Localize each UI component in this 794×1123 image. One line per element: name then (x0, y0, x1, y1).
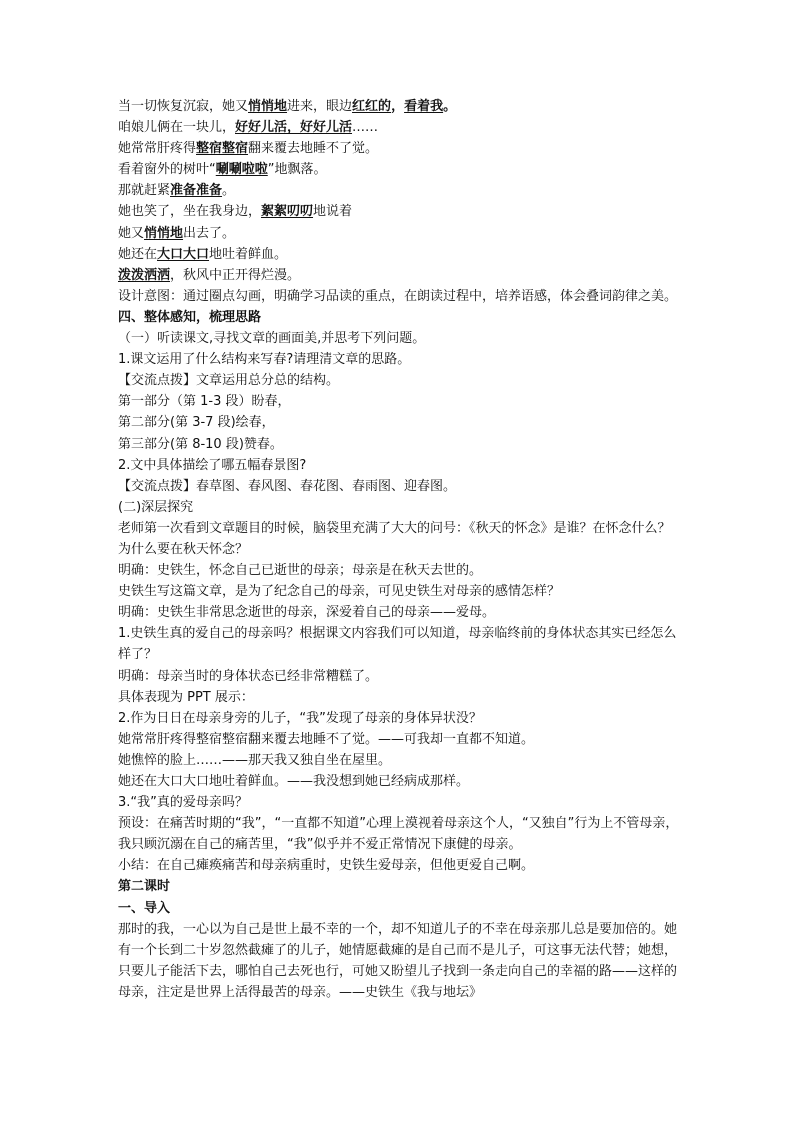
text-line (118, 96, 683, 117)
text-segment: 地说着 (313, 204, 353, 220)
text-segment: 明确：母亲当时的身体状态已经非常糟糕了。 (118, 668, 379, 684)
text-segment: 史铁生写这篇文章，是为了纪念自己的母亲，可见史铁生对母亲的感情怎样？ (118, 584, 561, 600)
text-line (118, 117, 683, 138)
text-line (118, 434, 683, 455)
text-line (118, 919, 683, 1003)
text-line (118, 602, 683, 623)
text-line (118, 138, 683, 159)
text-segment: ，秋风中正开得烂漫。 (170, 267, 301, 283)
text-segment: 进来，眼边 (287, 99, 353, 114)
text-segment: 。 (222, 183, 236, 199)
text-line (118, 708, 683, 729)
highlighted-phrase: 悄悄地 (144, 225, 184, 241)
text-line (118, 518, 683, 560)
text-line (118, 729, 683, 750)
text-line (118, 265, 683, 286)
text-segment: 咱娘儿俩在一块儿， (118, 120, 236, 136)
text-segment: 出去了。 (183, 225, 236, 241)
text-segment: 四、整体感知，梳理思路 (118, 309, 262, 325)
highlighted-phrase: 红红的 (352, 99, 392, 114)
text-segment: (二)深层探究 (118, 499, 194, 515)
text-segment: 翻来覆去地睡不了觉。 (248, 141, 379, 157)
text-segment: 。 (443, 99, 457, 114)
text-line (118, 307, 683, 328)
text-line (118, 223, 683, 244)
highlighted-phrase: 悄悄地 (248, 99, 288, 114)
text-line (118, 792, 683, 813)
text-segment: 那就赶紧 (118, 183, 171, 199)
text-line (118, 286, 683, 307)
text-segment: 设计意图：通过圈点勾画，明确学习品读的重点，在朗读过程中，培养语感，体会叠词韵律之美。 (118, 288, 678, 304)
text-segment: 第二课时 (118, 879, 171, 895)
text-segment: 1.史铁生真的爱自己的母亲吗？根据课文内容我们可以知道，母亲临终前的身体状态其实已经怎么样了？ (118, 626, 677, 663)
text-line (118, 497, 683, 518)
highlighted-phrase: 准备准备 (170, 183, 223, 199)
text-segment: 看着窗外的树叶“ (118, 162, 216, 178)
text-segment: 她常常肝疼得 (118, 141, 197, 157)
text-line (118, 328, 683, 349)
text-line (118, 560, 683, 581)
highlighted-phrase: 好好儿活，好好儿活 (235, 120, 353, 136)
text-line (118, 666, 683, 687)
highlighted-phrase: 泼泼洒洒 (118, 267, 171, 283)
text-segment: （一）听读课文,寻找文章的画面美,并思考下列问题。 (118, 331, 426, 347)
text-segment: 【交流点拨】文章运用总分总的结构。 (118, 373, 340, 389)
text-segment: 【交流点拨】春草图、春风图、春花图、春雨图、迎春图。 (118, 478, 457, 494)
text-segment: 明确：史铁生，怀念自己已逝世的母亲；母亲是在秋天去世的。 (118, 563, 483, 579)
highlighted-phrase: 整宿整宿 (196, 141, 249, 157)
text-segment: 她还在大口大口地吐着鲜血。——我没想到她已经病成那样。 (118, 774, 470, 789)
highlighted-phrase: 唰唰啦啦 (215, 162, 268, 178)
text-segment: 具体表现为 PPT 展示： (118, 689, 254, 705)
text-segment: 一、导入 (118, 900, 171, 916)
text-segment: 她也笑了，坐在我身边， (118, 204, 262, 220)
text-line (118, 455, 683, 476)
text-segment: …… (352, 120, 379, 136)
text-segment: ， (391, 99, 405, 114)
text-segment: 1.课文运用了什么结构来写春?请理清文章的思路。 (118, 352, 411, 368)
text-line (118, 813, 683, 855)
text-segment: 预设：在痛苦时期的“我”，“一直都不知道”心理上漠视着母亲这个人，“又独自”行为上不管母亲，我只顾沉溺在自己的痛苦里，“我”似乎并不爱正常情况下康健的母亲。 (118, 816, 679, 853)
text-segment: 2.文中具体描绘了哪五幅春景图? (118, 457, 307, 473)
text-line (118, 771, 683, 792)
text-line (118, 581, 683, 602)
document-page (118, 96, 683, 1003)
text-segment: 她憔悴的脸上……——那天我又独自坐在屋里。 (118, 752, 392, 768)
text-segment: 第一部分（第 1-3 段）盼春， (118, 394, 291, 410)
text-segment: 第三部分(第 8-10 段)赞春。 (118, 436, 283, 452)
text-line (118, 687, 683, 708)
highlighted-phrase: 絮絮叨叨 (261, 204, 314, 220)
text-line (118, 201, 683, 222)
text-line (118, 476, 683, 497)
text-line (118, 391, 683, 412)
text-segment: 当一切恢复沉寂，她又 (118, 99, 249, 114)
text-segment: 3.“我”真的爱母亲吗？ (118, 795, 248, 811)
text-segment: 老师第一次看到文章题目的时候，脑袋里充满了大大的问号：《秋天的怀念》是谁？在怀念什么？为什么要在秋天怀念？ (118, 520, 671, 557)
text-line (118, 370, 683, 391)
text-segment: ”地飘落。 (267, 162, 327, 178)
text-segment: 她常常肝疼得整宿整宿翻来覆去地睡不了觉。——可我却一直都不知道。 (118, 731, 535, 747)
text-line (118, 855, 683, 876)
text-line (118, 750, 683, 771)
text-line (118, 180, 683, 201)
text-line (118, 349, 683, 370)
highlighted-phrase: 大口大口 (157, 246, 210, 262)
text-line (118, 244, 683, 265)
text-line (118, 898, 683, 919)
text-segment: 2.作为日日在母亲身旁的儿子，“我”发现了母亲的身体异状没？ (118, 710, 482, 726)
text-segment: 明确：史铁生非常思念逝世的母亲，深爱着自己的母亲——爱母。 (118, 605, 496, 621)
text-line (118, 623, 683, 665)
text-line (118, 159, 683, 180)
text-segment: 那时的我，一心以为自己是世上最不幸的一个，却不知道儿子的不幸在母亲那儿总是要加倍的。她有一个长到二十岁忽然截瘫了的儿子，她情愿截瘫的是自己而不是儿子，可这事无法代替；她想，只要儿子能活下去，哪怕自己去死也行，可她又盼望儿子找到一条走向自己的幸福的路——这样的母亲，注定是世界上活得最苦的母亲。——史铁生《我与地坛》 (118, 921, 678, 1000)
text-segment: 她还在 (118, 246, 158, 262)
text-segment: 地吐着鲜血。 (209, 246, 288, 262)
text-segment: 小结：在自己瘫痪痛苦和母亲病重时，史铁生爱母亲，但他更爱自己啊。 (118, 858, 535, 874)
text-line (118, 412, 683, 433)
text-segment: 她又 (118, 225, 145, 241)
text-line (118, 876, 683, 897)
text-segment: 第二部分(第 3-7 段)绘春， (118, 415, 275, 431)
highlighted-phrase: 看着我 (404, 99, 444, 114)
